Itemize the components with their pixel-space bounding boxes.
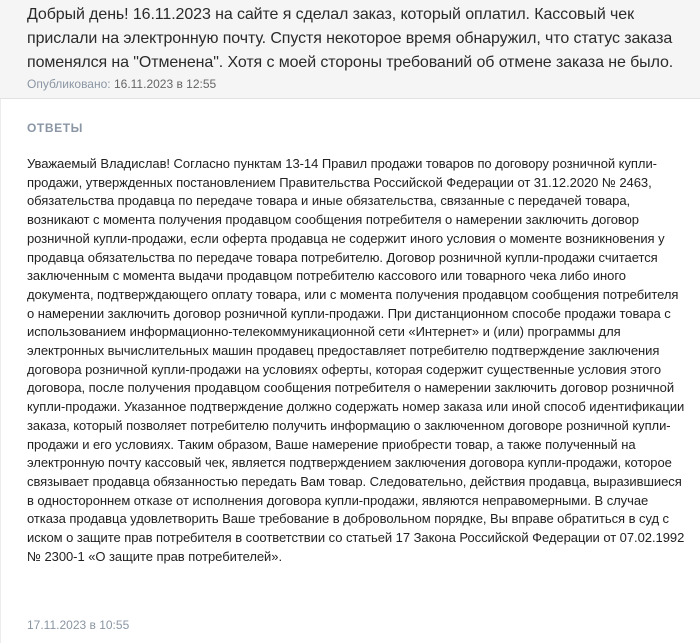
question-meta xyxy=(27,76,686,92)
question-text: Добрый день! 16.11.2023 на сайте я сделал заказ, который оплатил. Кассовый чек прислали на электронную почту. Спустя некоторое время обнаружил, что статус заказа поменялся на "Отменена". Хотя с моей стороны требований об отмене заказа не было. xyxy=(27,6,674,71)
divider xyxy=(0,99,1,643)
published-date: 16.11.2023 в 12:55 xyxy=(113,77,217,91)
published-label: Опубликовано: xyxy=(27,77,111,91)
question-card xyxy=(0,0,700,99)
answer-date: 17.11.2023 в 10:55 xyxy=(27,618,130,632)
answer-text: Уважаемый Владислав! Согласно пунктам 13-14 Правил продажи товаров по договору розничной купли-продажи, утвержденных постановлением Правительства Российской Федерации от 31.12.2020 № 2463, обязательства продавца по передаче товара и иные обязательства, связанные с передачей товара, возникают с момента получения продавцом сообщения потребителя о намерении заключить договор розничной купли-продажи, если оферта продавца не содержит иного условия о моменте возникновения у продавца обязательства по передаче товара потребителю. Договор розничной купли-продажи считается заключенным с момента выдачи продавцом потребителю кассового или товарного чека либо иного документа, подтверждающего оплату товара, или с момента получения продавцом сообщения потребителя о намерении заключить договор розничной купли-продажи. При дистанционном способе продажи товара с использованием информационно-телекоммуникационной сети «Интернет» и (или) программы для электронных вычислительных машин продавец предоставляет потребителю подтверждение заключения договора розничной купли-продажи на условиях оферты, которая содержит существенные условия этого договора, после получения продавцом сообщения потребителя о намерении заключить договор розничной купли-продажи. Указанное подтверждение должно содержать номер заказа или иной способ идентификации заказа, который позволяет потребителю получить информацию о заключенном договоре розничной купли-продажи и его условиях. Таким образом, Ваше намерение приобрести товар, а также полученный на электронную почту кассовый чек, является подтверждением заключения договора купли-продажи, которое связывает продавца обязанностью передать Вам товар. Следовательно, действия продавца, выразившиеся в одностороннем отказе от исполнения договора купли-продажи, являются неправомерными. В случае отказа продавца удовлетворить Ваше требование в добровольном порядке, Вы вправе обратиться в суд с иском о защите прав потребителя в соответствии со статьей 17 Закона Российской Федерации от 07.02.1992 № 2300-1 «О защите прав потребителей». xyxy=(27,156,685,564)
answers-heading: ОТВЕТЫ xyxy=(27,121,84,135)
answer-item xyxy=(27,155,689,566)
